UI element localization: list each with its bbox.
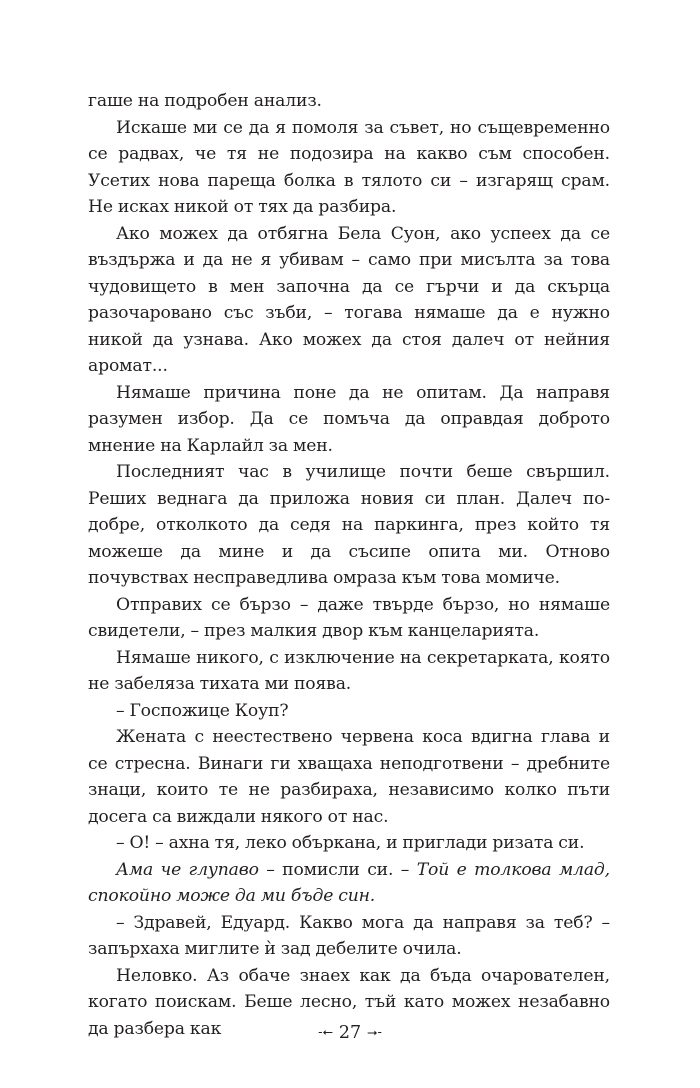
text-run: Ако можех да отбягна Бела Суон, ако успеех да се въздържа и да не я убивам – само при мисълта за това чудовището в мен започна да се гърчи и да скърца разочаровано със зъби, – тогава нямаше да е нужно никой да узнава. Ако можех да стоя далеч от нейния аромат... [88, 223, 610, 376]
page-footer [0, 1023, 700, 1043]
text-run: Нямаше причина поне да не опитам. Да направя разумен избор. Да се помъча да оправдая доброто мнение на Карлайл за мен. [88, 382, 610, 456]
paragraph [88, 910, 610, 963]
text-run: Нямаше никого, с изключение на секретарката, която не забеляза тихата ми поява. [88, 647, 610, 694]
paragraph [88, 115, 610, 221]
paragraph [88, 88, 610, 115]
text-run: – Госпожице Коуп? [116, 700, 289, 721]
paragraph [88, 698, 610, 725]
ornament-left-icon: -⭠ [318, 1025, 333, 1040]
book-page-body [88, 88, 610, 1042]
ornament-right-icon: ⭢- [367, 1025, 382, 1040]
text-run: гаше на подробен анализ. [88, 91, 322, 111]
paragraph [88, 857, 610, 910]
paragraph [88, 645, 610, 698]
paragraph [88, 221, 610, 380]
italic-text: Той е толкова млад, спокойно може да ми бъде син. [88, 859, 610, 906]
text-run: Жената с неестествено червена коса вдигна глава и се стресна. Винаги ги хващаха неподготвени – дребните знаци, които те не разбираха, независимо колко пъти досега са виждали някого от нас. [88, 727, 610, 827]
italic-text: Ама че глупаво [116, 859, 259, 880]
text-run: – помисли си. – [258, 859, 417, 880]
paragraph [88, 459, 610, 592]
paragraph [88, 380, 610, 460]
paragraph-list [88, 88, 610, 1042]
text-run: – Здравей, Едуард. Какво мога да направя за теб? – запърхаха миглите ѝ зад дебелите очила. [88, 912, 610, 959]
paragraph [88, 724, 610, 830]
paragraph [88, 830, 610, 857]
text-run: Неловко. Аз обаче знаех как да бъда очарователен, когато поискам. Беше лесно, тъй като можех незабавно да разбера как [88, 965, 610, 1039]
text-run: Последният час в училище почти беше свършил. Реших веднага да приложа новия си план. Далеч по-добре, отколкото да седя на паркинга, през който тя можеше да мине и да съсипе опита ми. Отново почувствах несправедлива омраза към това момиче. [88, 462, 610, 588]
text-run: Отправих се бързо – даже твърде бързо, но нямаше свидетели, – през малкия двор към канцеларията. [88, 594, 610, 641]
text-run: Искаше ми се да я помоля за съвет, но същевременно се радвах, че тя не подозира на какво съм способен. Усетих нова пареща болка в тялото си – изгарящ срам. Не исках никой от тях да разбира. [88, 117, 610, 217]
text-run: – О! – ахна тя, леко объркана, и приглади ризата си. [116, 833, 585, 853]
paragraph [88, 592, 610, 645]
page-number: 27 [338, 1023, 362, 1043]
